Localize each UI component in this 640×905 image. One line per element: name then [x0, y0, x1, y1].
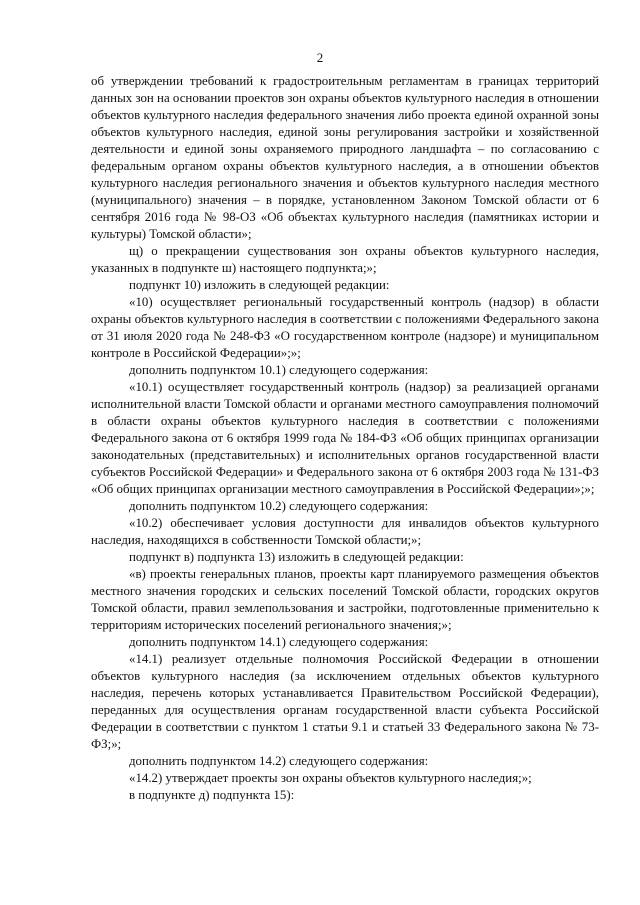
paragraph: «10) осуществляет региональный государственный контроль (надзор) в области охраны объектов культурного наследия в соответствии с положениями Федерального закона от 31 июля 2020 года № 248-ФЗ «О государственном контроле (надзоре) и муниципальном контроле в Российской Федерации»;»; — [91, 295, 599, 360]
document-body — [91, 73, 599, 804]
paragraph: подпункт в) подпункта 13) изложить в следующей редакции: — [129, 550, 464, 564]
page-number: 2 — [316, 50, 324, 65]
paragraph: об утверждении требований к градостроительным регламентам в границах территорий данных зон на основании проектов зон охраны объектов культурного наследия в отношении объектов культурного наследия федерального значения либо проекта единой охранной зоны объектов культурного наследия, единой зоны регулирования застройки и хозяйственной деятельности и единой зоны охраняемого природного ландшафта – по согласованию с федеральным органом охраны объектов культурного наследия, а в отношении объектов культурного наследия регионального значения и объектов культурного наследия местного (муниципального) значения – в порядке, установленном Законом Томской области от 6 сентября 2016 года № 98-ОЗ «Об объектах культурного наследия (памятниках истории и культуры) Томской области»; — [91, 74, 599, 241]
paragraph: подпункт 10) изложить в следующей редакции: — [129, 278, 390, 292]
paragraph: «в) проекты генеральных планов, проекты карт планируемого размещения объектов местного значения городских и сельских поселений Томской области, городских округов Томской области, правил землепользования и застройки, подготовленные применительно к территориям исторических поселений регионального значения;»; — [91, 567, 599, 632]
paragraph: «10.2) обеспечивает условия доступности для инвалидов объектов культурного наследия, находящихся в собственности Томской области;»; — [91, 516, 599, 547]
paragraph: в подпункте д) подпункта 15): — [129, 788, 295, 802]
paragraph: щ) о прекращении существования зон охраны объектов культурного наследия, указанных в подпункте ш) настоящего подпункта;»; — [91, 244, 599, 275]
paragraph: дополнить подпунктом 14.1) следующего содержания: — [129, 635, 429, 649]
paragraph: дополнить подпунктом 10.2) следующего содержания: — [129, 499, 429, 513]
paragraph: «14.2) утверждает проекты зон охраны объектов культурного наследия;»; — [129, 771, 532, 785]
paragraph: «10.1) осуществляет государственный контроль (надзор) за реализацией органами исполнительной власти Томской области и органами местного самоуправления полномочий в области охраны объектов культурного наследия в соответствии с положениями Федерального закона от 6 октября 1999 года № 184-ФЗ «Об общих принципах организации законодательных (представительных) и исполнительных органов государственной власти субъектов Российской Федерации» и Федерального закона от 6 октября 2003 года № 131-ФЗ «Об общих принципах организации местного самоуправления в Российской Федерации»;»; — [91, 380, 599, 496]
paragraph: дополнить подпунктом 14.2) следующего содержания: — [129, 754, 429, 768]
paragraph: дополнить подпунктом 10.1) следующего содержания: — [129, 363, 429, 377]
paragraph: «14.1) реализует отдельные полномочия Российской Федерации в отношении объектов культурного наследия (за исключением отдельных объектов культурного наследия, перечень которых устанавливается Правительством Российской Федерации), переданных для осуществления органам государственной власти субъекта Российской Федерации в соответствии с пунктом 1 статьи 9.1 и статьей 33 Федерального закона № 73-ФЗ;»; — [91, 652, 599, 751]
